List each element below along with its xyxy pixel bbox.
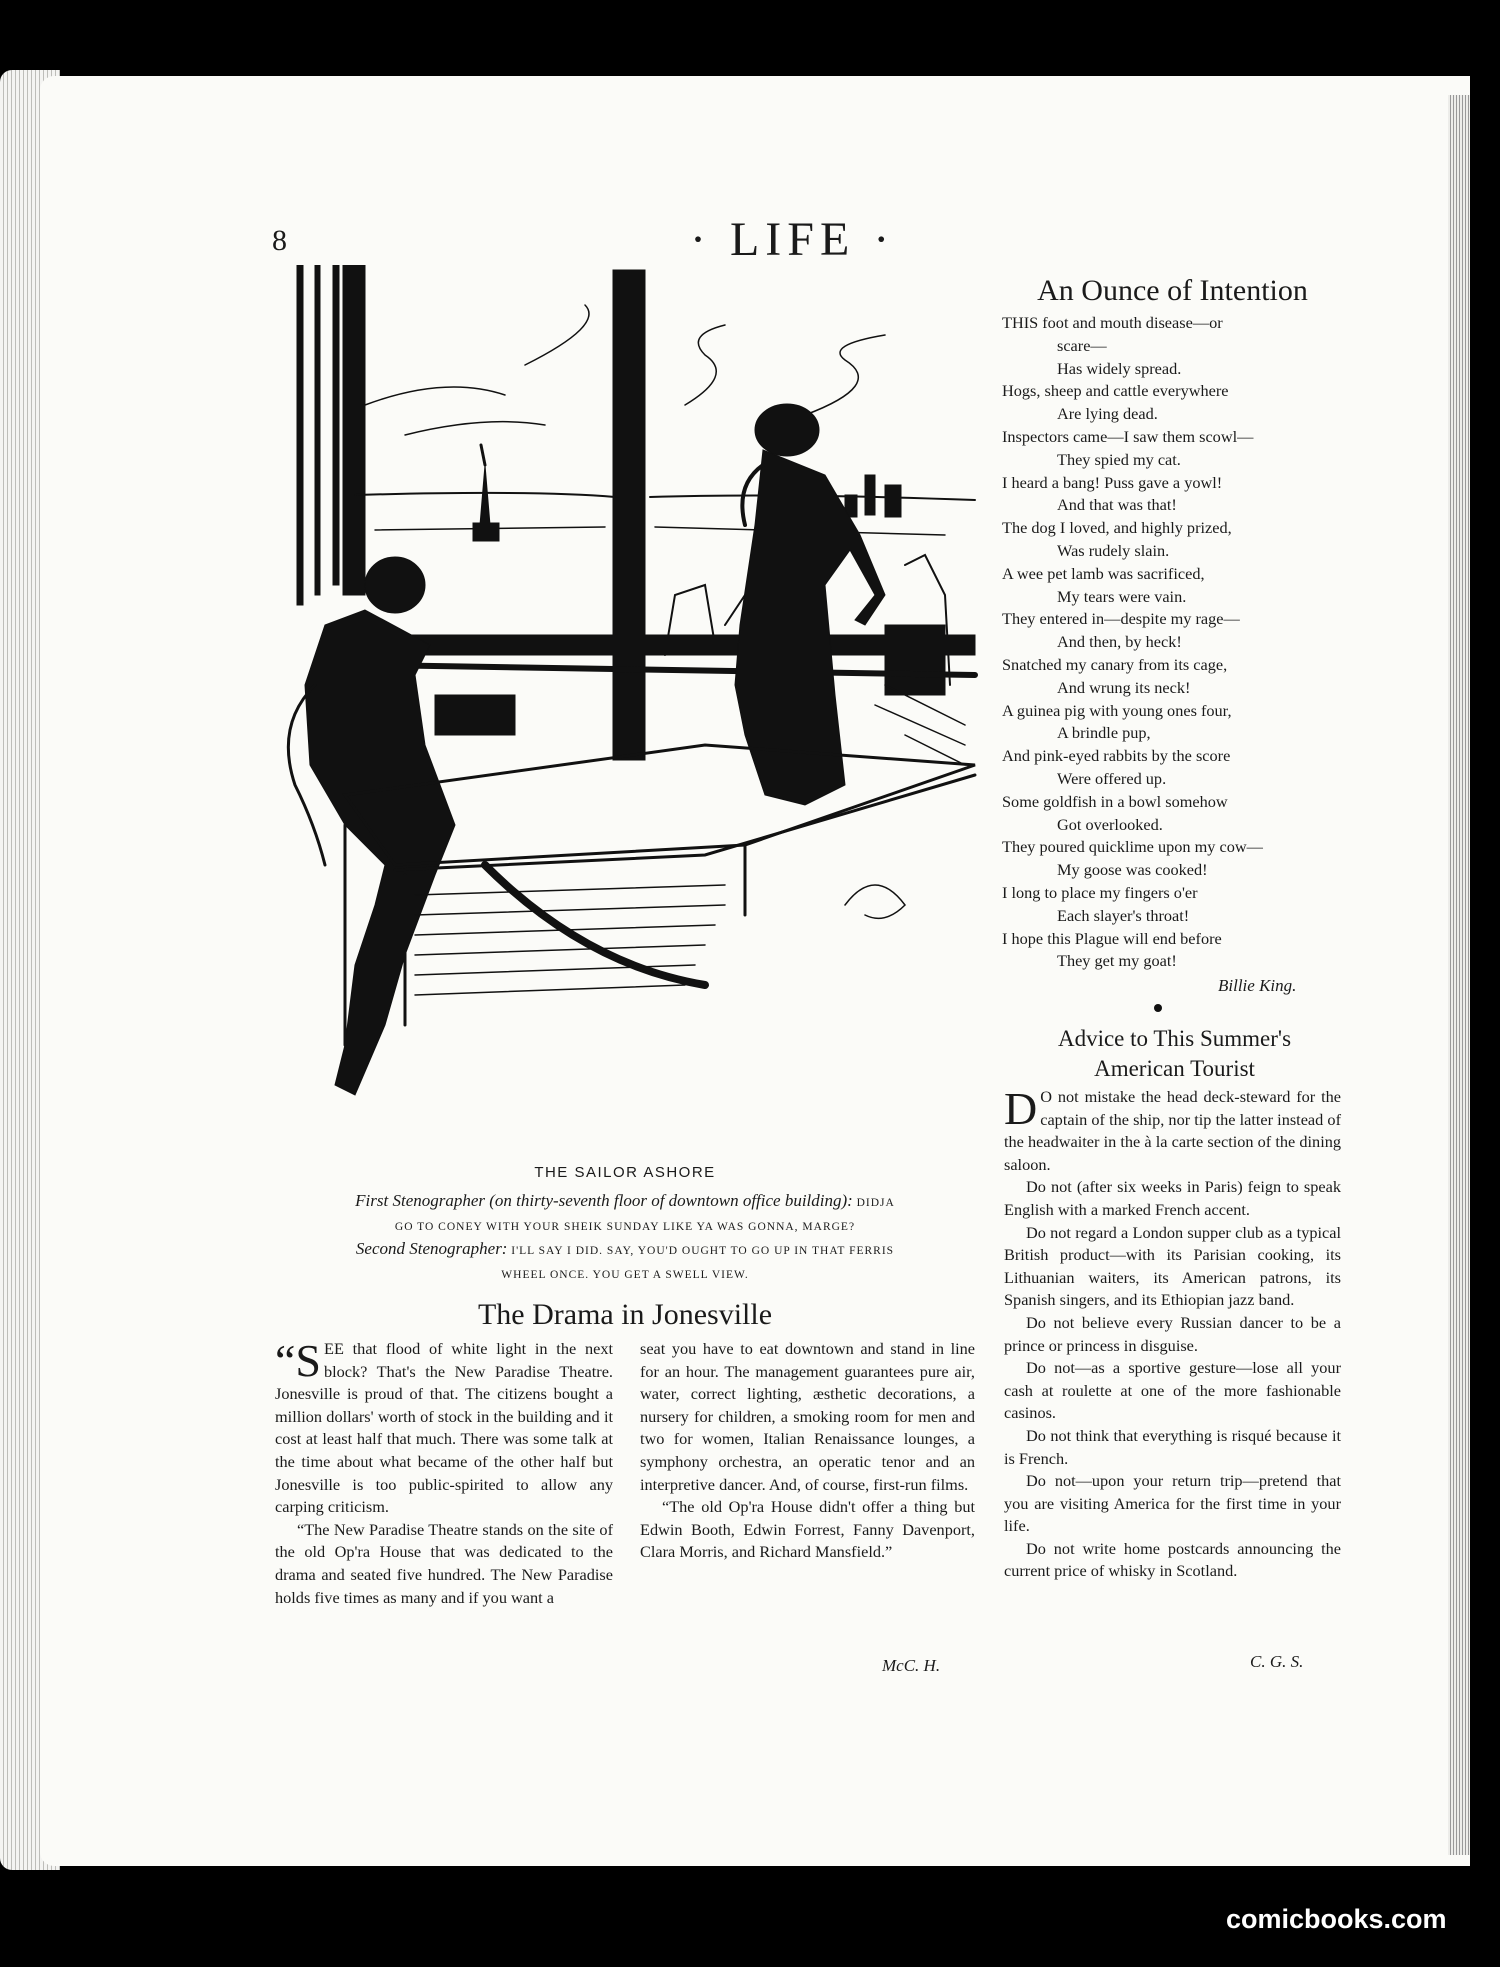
- dialogue-first-b: GO TO CONEY WITH YOUR SHEIK SUNDAY LIKE YA WAS GONNA, MARGE?: [394, 1221, 856, 1233]
- poem-line: Got overlooked.: [1057, 814, 1163, 834]
- poem-line: My goose was cooked!: [1057, 860, 1208, 880]
- ounce-headline: An Ounce of Intention: [1037, 274, 1308, 307]
- dialogue-second-a: I'LL SAY I DID. SAY, YOU'D OUGHT TO GO UP IN THAT FERRIS: [511, 1245, 895, 1257]
- poem-line: And then, by heck!: [1057, 632, 1182, 652]
- drama-col2-p2: “The old Op'ra House didn't offer a thing but Edwin Booth, Edwin Forrest, Fanny Davenport, Clara Morris, and Richard Mansfield.”: [640, 1497, 975, 1562]
- advice-dropcap: D: [1004, 1083, 1038, 1134]
- drama-col1-p2: “The New Paradise Theatre stands on the site of the old Op'ra House that was dedicated to the drama and seated five hundred. The New Paradise holds five times as many and if you want a: [275, 1519, 613, 1607]
- poem-line: My tears were vain.: [1057, 586, 1187, 606]
- speaker-second: Second Stenographer:: [355, 1239, 508, 1258]
- poem-line: Snatched my canary from its cage,: [1002, 654, 1228, 674]
- advice-p5: Do not—as a sportive gesture—lose all your cash at roulette at one of the more fashionable casinos.: [1004, 1358, 1341, 1423]
- drama-column-1: [275, 1335, 613, 1609]
- poem-line: They spied my cat.: [1057, 449, 1181, 469]
- ounce-poem: [1002, 312, 1347, 973]
- cartoon-dialogue-first: [270, 1189, 980, 1239]
- poem-line: And pink-eyed rabbits by the score: [1002, 746, 1231, 766]
- advice-headline: [1002, 1024, 1347, 1084]
- advice-p6: Do not think that everything is risqué because it is French.: [1004, 1425, 1341, 1468]
- cartoon-illustration: [285, 265, 985, 1165]
- advice-p7: Do not—upon your return trip—pretend that you are visiting America for the first time in your life.: [1004, 1471, 1341, 1536]
- drama-column-2: [640, 1338, 975, 1564]
- cartoon-dialogue-second: [270, 1237, 980, 1287]
- drama-signature: McC. H.: [882, 1656, 941, 1675]
- page-number: 8: [272, 224, 287, 257]
- cartoon-title: THE SAILOR ASHORE: [534, 1164, 716, 1181]
- poem-line: The dog I loved, and highly prized,: [1002, 518, 1232, 538]
- poem-line: THIS foot and mouth disease—or: [1002, 313, 1223, 332]
- drama-col1-p1: EE that flood of white light in the next block? That's the New Paradise Theatre. Jonesville is proud of that. The citizens bought a million dollars' worth of stock in the building and it cost at least half that much. There was some talk at the time about what became of the other half but Jonesville is too public-spirited to allow any carping criticism.: [275, 1339, 613, 1517]
- poem-line: They poured quicklime upon my cow—: [1002, 837, 1263, 857]
- ounce-signature: Billie King.: [1218, 976, 1297, 995]
- poem-line: They entered in—despite my rage—: [1002, 609, 1240, 629]
- advice-headline-line-2: American Tourist: [1094, 1056, 1255, 1081]
- advice-headline-line-1: Advice to This Summer's: [1057, 1026, 1292, 1051]
- poem-line: Was rudely slain.: [1057, 540, 1170, 560]
- poem-line: Some goldfish in a bowl somehow: [1002, 791, 1228, 811]
- poem-line: Were offered up.: [1057, 768, 1167, 788]
- poem-line: Hogs, sheep and cattle everywhere: [1002, 381, 1229, 401]
- poem-line: A guinea pig with young ones four,: [1002, 700, 1232, 720]
- masthead: · LIFE ·: [690, 213, 896, 266]
- book-spine-edge: [1448, 95, 1470, 1855]
- speaker-first: First Stenographer (on thirty-seventh floor of downtown office building):: [355, 1191, 853, 1210]
- dialogue-first-a: DIDJA: [856, 1197, 895, 1209]
- section-divider-dot: [1154, 1004, 1162, 1012]
- dialogue-second-b: WHEEL ONCE. YOU GET A SWELL VIEW.: [501, 1269, 749, 1281]
- advice-p2: Do not (after six weeks in Paris) feign to speak English with a marked French accent.: [1004, 1177, 1341, 1219]
- advice-body: [1004, 1083, 1341, 1583]
- advice-p4: Do not believe every Russian dancer to be a prince or princess in disguise.: [1004, 1312, 1341, 1355]
- poem-line: A wee pet lamb was sacrificed,: [1002, 563, 1205, 583]
- advice-p8: Do not write home postcards announcing the current price of whisky in Scotland.: [1004, 1538, 1341, 1581]
- poem-line: Inspectors came—I saw them scowl—: [1002, 426, 1254, 446]
- poem-line: Are lying dead.: [1057, 404, 1158, 424]
- poem-line: I long to place my fingers o'er: [1002, 882, 1198, 902]
- poem-line: I heard a bang! Puss gave a yowl!: [1002, 472, 1223, 492]
- advice-p3: Do not regard a London supper club as a typical British product—with its Parisian cooking, its Lithuanian waiters, its American patrons, its Spanish singers, and its Ethiopian jazz band.: [1004, 1222, 1341, 1310]
- watermark: comicbooks.com: [1226, 1904, 1447, 1934]
- poem-line: A brindle pup,: [1057, 723, 1151, 743]
- poem-line: Has widely spread.: [1057, 358, 1182, 378]
- drama-col2-p1: seat you have to eat downtown and stand in line for an hour. The management guarantees pure air, water, correct lighting, æsthetic decorations, a nursery for children, a smoking room for men and two for women, Italian Renaissance lounges, a symphony orchestra, an operatic tenor and an interpretive dancer. And, of course, first-run films.: [640, 1339, 975, 1494]
- advice-signature: C. G. S.: [1250, 1652, 1304, 1671]
- drama-dropcap: “S: [275, 1335, 321, 1386]
- poem-line: I hope this Plague will end before: [1002, 928, 1222, 948]
- poem-line: And that was that!: [1057, 495, 1177, 515]
- poem-line: Each slayer's throat!: [1057, 905, 1190, 925]
- poem-line: scare—: [1057, 335, 1107, 355]
- advice-p1: O not mistake the head deck-steward for the captain of the ship, nor tip the latter instead of the headwaiter in the à la carte section of the dining saloon.: [1004, 1087, 1341, 1174]
- poem-line: And wrung its neck!: [1057, 677, 1191, 697]
- poem-line: They get my goat!: [1057, 951, 1177, 971]
- drama-headline: The Drama in Jonesville: [477, 1298, 773, 1331]
